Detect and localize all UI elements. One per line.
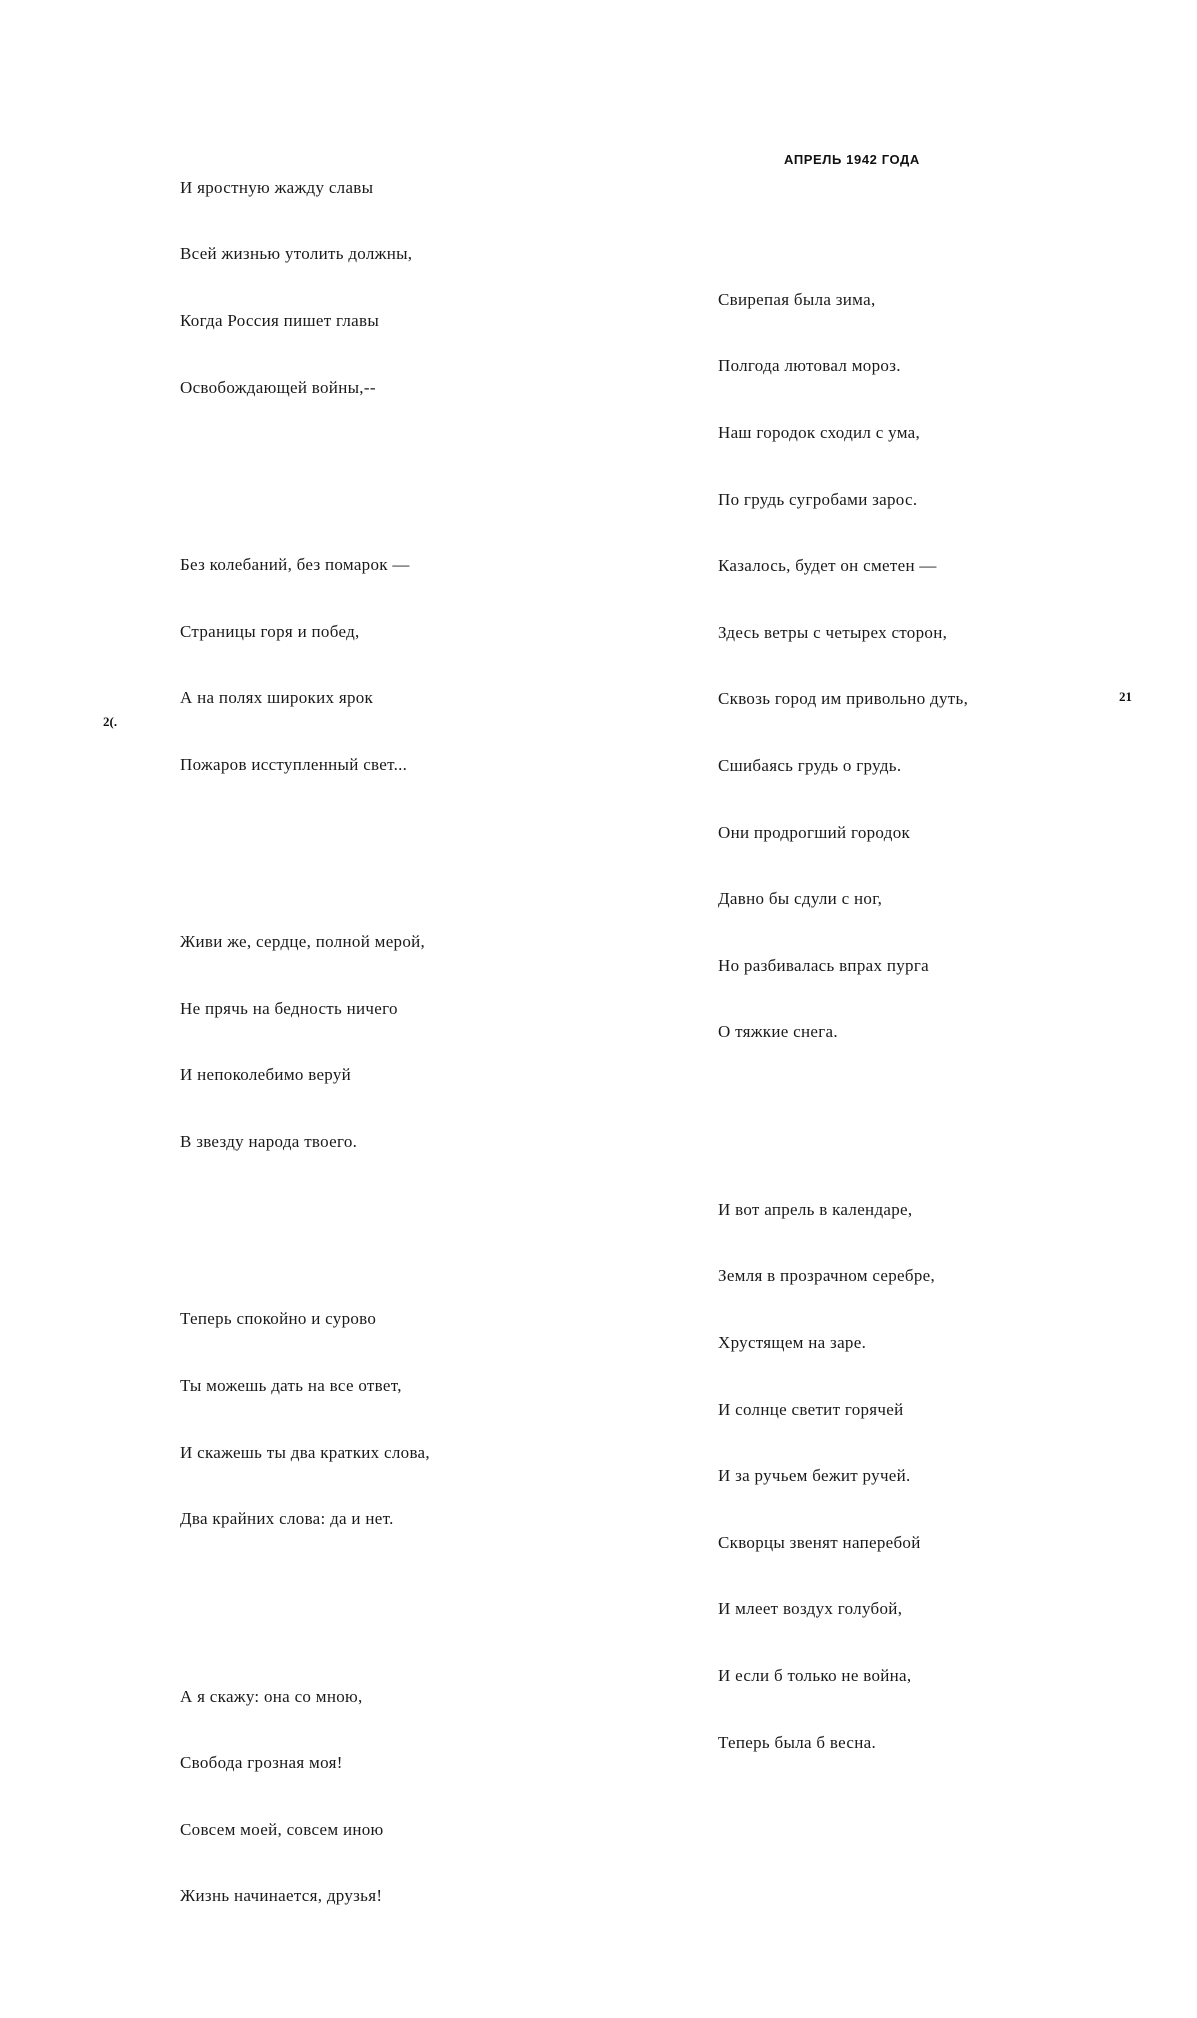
poem-line: Казалось, будет он сметен —	[718, 556, 937, 576]
poem-line: Не прячь на бедность ничего	[180, 998, 398, 1018]
poem-line: И солнце светит горячей	[718, 1399, 904, 1419]
poem-line: И непоколебимо веруй	[180, 1065, 352, 1085]
poem-line: Жизнь начинается, друзья!	[180, 1886, 383, 1906]
stanza	[718, 244, 968, 1088]
poem-line: Теперь была б весна.	[718, 1732, 877, 1752]
poem-line: Сшибаясь грудь о грудь.	[718, 755, 902, 775]
poem-line: В звезду народа твоего.	[180, 1131, 358, 1151]
poem-line: И за ручьем бежит ручей.	[718, 1466, 911, 1486]
poem-line: А на полях широких ярок	[180, 688, 374, 708]
stanza	[180, 132, 430, 443]
page-number: 2(.	[103, 714, 118, 729]
right-poem	[718, 200, 968, 1865]
poem-line: Два крайних слова: да и нет.	[180, 1509, 394, 1529]
poem-line: Ты можешь дать на все ответ,	[180, 1375, 402, 1395]
poem-line: Полгода лютовал мороз.	[718, 356, 901, 376]
right-page	[598, 0, 1197, 1752]
poem-line: Свирепая была зима,	[718, 289, 876, 309]
poem-line: Живи же, сердце, полной мерой,	[180, 932, 426, 952]
poem-line: Хрустящем на заре.	[718, 1332, 867, 1352]
poem-line: Всей жизнью утолить должны,	[180, 244, 413, 264]
poem-line: Свобода грозная моя!	[180, 1753, 343, 1773]
poem-line: А я скажу: она со мною,	[180, 1686, 363, 1706]
poem-line: Сквозь город им привольно дуть,	[718, 689, 969, 709]
poem-line: Когда Россия пишет главы	[180, 311, 380, 330]
poem-line: И вот апрель в календаре,	[718, 1199, 913, 1219]
poem-title: АПРЕЛЬ 1942 ГОДА	[784, 152, 920, 167]
left-poem	[180, 88, 430, 2018]
poem-line: По грудь сугробами зарос.	[718, 489, 918, 509]
poem-line: Страницы горя и побед,	[180, 621, 360, 641]
poem-line: Освобождающей войны,--	[180, 377, 376, 397]
poem-line: Совсем моей, совсем иною	[180, 1819, 384, 1839]
poem-line: О тяжкие снега.	[718, 1022, 838, 1042]
stanza	[180, 1641, 430, 1952]
stanza	[180, 510, 430, 821]
poem-line: Наш городок сходил с ума,	[718, 423, 921, 442]
poem-line: Без колебаний, без помарок —	[180, 555, 410, 574]
poem-line: Но разбивалась впрах пурга	[718, 955, 929, 975]
poem-line: И скажешь ты два кратких слова,	[180, 1442, 430, 1462]
left-page	[0, 0, 598, 1906]
poem-line: Пожаров исступленный свет...	[180, 754, 408, 774]
poem-line: Давно бы сдули с ног,	[718, 889, 883, 909]
poem-line: Земля в прозрачном серебре,	[718, 1266, 936, 1286]
stanza	[180, 1264, 430, 1575]
poem-line: Скворцы звенят наперебой	[718, 1532, 921, 1552]
poem-line: Теперь спокойно и сурово	[180, 1309, 377, 1329]
poem-line: И млеет воздух голубой,	[718, 1599, 903, 1619]
poem-line: Они продрогший городок	[718, 822, 911, 842]
poem-line: И яростную жажду славы	[180, 177, 374, 197]
stanza	[718, 1154, 968, 1798]
poem-line: Здесь ветры с четырех сторон,	[718, 622, 948, 642]
poem-line: И если б только не война,	[718, 1665, 912, 1685]
page-number: 21	[1119, 689, 1132, 704]
stanza	[180, 887, 430, 1198]
